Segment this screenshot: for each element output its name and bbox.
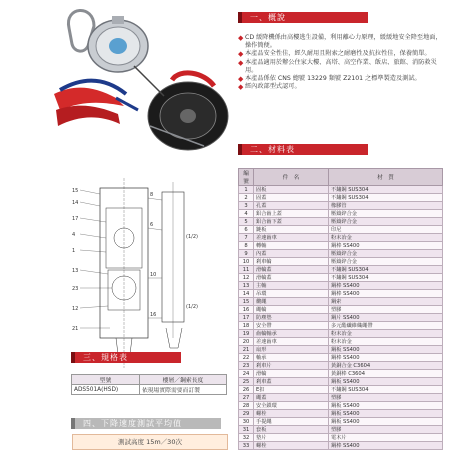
spec-header [71,352,181,363]
part-material: 黃銅棒 C3604 [329,370,443,378]
part-material: 鋼棒 SS400 [329,282,443,290]
part-name: 滑輪 [254,370,329,378]
table-row [239,426,443,434]
part-material: 黃銅合金 C3604 [329,362,443,370]
table-row [239,386,443,394]
table-row [239,434,443,442]
row-number: 31 [239,426,254,434]
part-material: 粉末冶金 [329,338,443,346]
part-material: 壓鑄鋅合金 [329,258,443,266]
part-name: 孔蓋 [254,202,329,210]
part-material: 壓鑄鋅合金 [329,250,443,258]
table-row [239,330,443,338]
table-row [239,362,443,370]
part-material: 鋼片 SS400 [329,314,443,322]
row-number: 15 [239,298,254,306]
overview-title: 一、概說 [250,13,286,22]
row-number: 32 [239,434,254,442]
svg-text:15: 15 [72,188,79,194]
row-number: 6 [239,226,254,234]
row-number: 12 [239,274,254,282]
part-material: 不鏽鋼 SUS304 [329,386,443,394]
table-row [239,290,443,298]
part-name: 吊環 [254,290,329,298]
svg-text:13: 13 [72,268,79,274]
row-number: 23 [239,362,254,370]
svg-text:6: 6 [150,222,154,228]
spec-header-model: 型號 [72,375,140,385]
row-number: 10 [239,258,254,266]
table-row [239,234,443,242]
row-number: 8 [239,242,254,250]
list-item: ◆ 本產品係依 CNS 總號 13229 類號 Z2101 之標準製造及測試。 [238,75,421,84]
row-number: 25 [239,378,254,386]
table-row [239,402,443,410]
part-material: 不鏽鋼 SUS304 [329,266,443,274]
row-number: 22 [239,354,254,362]
svg-text:8: 8 [150,192,154,198]
row-number: 21 [239,346,254,354]
svg-text:14: 14 [72,200,79,206]
table-row [239,186,443,194]
part-material: 鋼棒 SS400 [329,354,443,362]
list-item: ◆ CD 緩降機係由高樓逃生設備，利用離心力原理，緩緩地安全降至地面，操作簡便。 [238,34,442,50]
svg-text:12: 12 [72,306,79,312]
row-number: 24 [239,370,254,378]
table-header-row [239,169,443,186]
part-material: 粉末冶金 [329,234,443,242]
table-row [239,346,443,354]
part-name: 螺栓 [254,410,329,418]
part-name: 繩蓋 [254,394,329,402]
part-material: 粉末冶金 [329,330,443,338]
svg-text:10: 10 [150,272,157,278]
table-row [239,250,443,258]
table-row [239,418,443,426]
row-number: 2 [239,194,254,202]
part-name: 螺栓 [254,442,329,450]
product-photo [54,6,230,156]
materials-table [238,168,443,450]
svg-text:4: 4 [72,232,76,238]
part-material: 鋼索 [329,298,443,306]
header-material: 材 質 [329,169,443,186]
part-material: 不鏽鋼 SUS304 [329,274,443,282]
row-number: 18 [239,322,254,330]
svg-text:23: 23 [72,286,79,292]
row-number: 7 [239,234,254,242]
part-name: 繩輪 [254,306,329,314]
part-material: 塑膠 [329,394,443,402]
part-name: 剎車輪 [254,258,329,266]
row-number: 13 [239,282,254,290]
table-row [72,385,227,395]
part-name: 扇形 [254,346,329,354]
row-number: 26 [239,386,254,394]
part-material: 電木片 [329,434,443,442]
part-name: 差速齒車 [254,234,329,242]
svg-text:17: 17 [72,216,79,222]
part-name: E扣 [254,386,329,394]
row-number: 17 [239,314,254,322]
table-row [239,314,443,322]
row-number: 29 [239,410,254,418]
drawing-scale-top: (1/2) [186,234,198,240]
row-number: 20 [239,338,254,346]
part-name: 安全帶 [254,322,329,330]
part-name: 剎車蓋 [254,378,329,386]
part-name: 套板 [254,426,329,434]
spec-title: 三、規格表 [83,353,128,362]
list-item: ◆ 經內政部型式認可。 [238,83,301,92]
part-name: 固板 [254,186,329,194]
row-number: 4 [239,210,254,218]
table-row [239,442,443,450]
spec-table [71,374,227,395]
part-material: 壓鑄鋅合金 [329,218,443,226]
part-name: 鋁合齒上蓋 [254,210,329,218]
part-material: 鋼棒 SS400 [329,290,443,298]
part-material: 塑膠 [329,426,443,434]
part-material: 鋼棒 SS400 [329,242,443,250]
row-number: 1 [239,186,254,194]
svg-text:1: 1 [72,248,76,254]
spec-header-length: 樓層／鋼索長度 [139,375,226,385]
test-value: 測試高度 15m／30次 [72,434,228,450]
table-row [239,258,443,266]
svg-text:21: 21 [72,326,79,332]
part-name: 主軸 [254,282,329,290]
part-material: 鋼棒 SS400 [329,442,443,450]
part-material: 橡膠管 [329,202,443,210]
table-row [239,226,443,234]
row-number: 28 [239,402,254,410]
table-row [239,306,443,314]
bullet-icon: ◆ [238,34,244,42]
technical-drawing [70,178,230,368]
table-row [239,210,443,218]
part-material: 不鏽鋼 SUS304 [329,194,443,202]
row-number: 5 [239,218,254,226]
part-material: 多元酯纖維織繩帶 [329,322,443,330]
part-name: 軸承 [254,354,329,362]
test-title: 四、下降速度測試平均值 [83,419,182,428]
table-row [239,266,443,274]
part-name: 防塵墊 [254,314,329,322]
overview-list [238,34,446,91]
part-name: 固蓋 [254,194,329,202]
table-row [239,322,443,330]
drawing-scale-bottom: (1/2) [186,304,198,310]
bullet-icon: ◆ [238,83,244,92]
part-material: 鋼板 SS400 [329,346,443,354]
part-name: 滑輪蓋 [254,274,329,282]
part-material: 鋼板 SS400 [329,418,443,426]
row-number: 30 [239,418,254,426]
table-row [239,378,443,386]
part-name: 墊片 [254,434,329,442]
part-name: 手提繩 [254,418,329,426]
part-name: 纜繩 [254,298,329,306]
svg-text:16: 16 [150,312,157,318]
table-row [239,282,443,290]
row-number: 16 [239,306,254,314]
table-row [239,242,443,250]
materials-header [238,144,368,155]
row-number: 33 [239,442,254,450]
materials-title: 二、材料表 [250,145,295,154]
part-name: 剎車片 [254,362,329,370]
list-item: ◆ 本產品適用於辦公住家大樓、高塔、高空作業、飯店、旅館、消防救災用。 [238,58,437,74]
part-name: 鏈板 [254,226,329,234]
part-material: 鋼板 SS400 [329,402,443,410]
row-number: 3 [239,202,254,210]
part-material: 印尼 [329,226,443,234]
row-number: 19 [239,330,254,338]
list-item: ◆ 本產品安全性佳，經久耐用且附索之耐磨性及抗拉性佳，保養簡單。 [238,50,431,59]
part-name: 差速齒車 [254,338,329,346]
part-name: 滑輪蓋 [254,266,329,274]
header-name: 件 名 [254,169,329,186]
header-no: 編號 [239,169,254,186]
table-row [239,194,443,202]
table-row [239,354,443,362]
row-number: 9 [239,250,254,258]
table-row [239,410,443,418]
part-name: 鋁合齒下蓋 [254,218,329,226]
part-material: 不鏽鋼 SUS304 [329,186,443,194]
row-number: 14 [239,290,254,298]
test-header [71,418,221,429]
bullet-icon: ◆ [238,58,244,67]
row-number: 11 [239,266,254,274]
bullet-icon: ◆ [238,75,244,84]
row-number: 27 [239,394,254,402]
part-name: 轉軸 [254,242,329,250]
part-name: 齒輪軸承 [254,330,329,338]
part-material: 鋼板 SS400 [329,378,443,386]
table-row [239,394,443,402]
part-name: 安全鎖環 [254,402,329,410]
part-material: 塑膠 [329,306,443,314]
table-row [239,338,443,346]
part-material: 壓鑄鋅合金 [329,210,443,218]
table-row [239,370,443,378]
part-name: 內蓋 [254,250,329,258]
table-row [239,274,443,282]
table-row [239,298,443,306]
bullet-icon: ◆ [238,50,244,59]
table-row [239,202,443,210]
part-material: 鋼板 SS400 [329,410,443,418]
table-row [239,218,443,226]
spec-length: 依現場實際需要而訂製 [139,385,226,395]
spec-model: ADS501A(HSD) [72,385,140,395]
overview-header [238,12,368,23]
